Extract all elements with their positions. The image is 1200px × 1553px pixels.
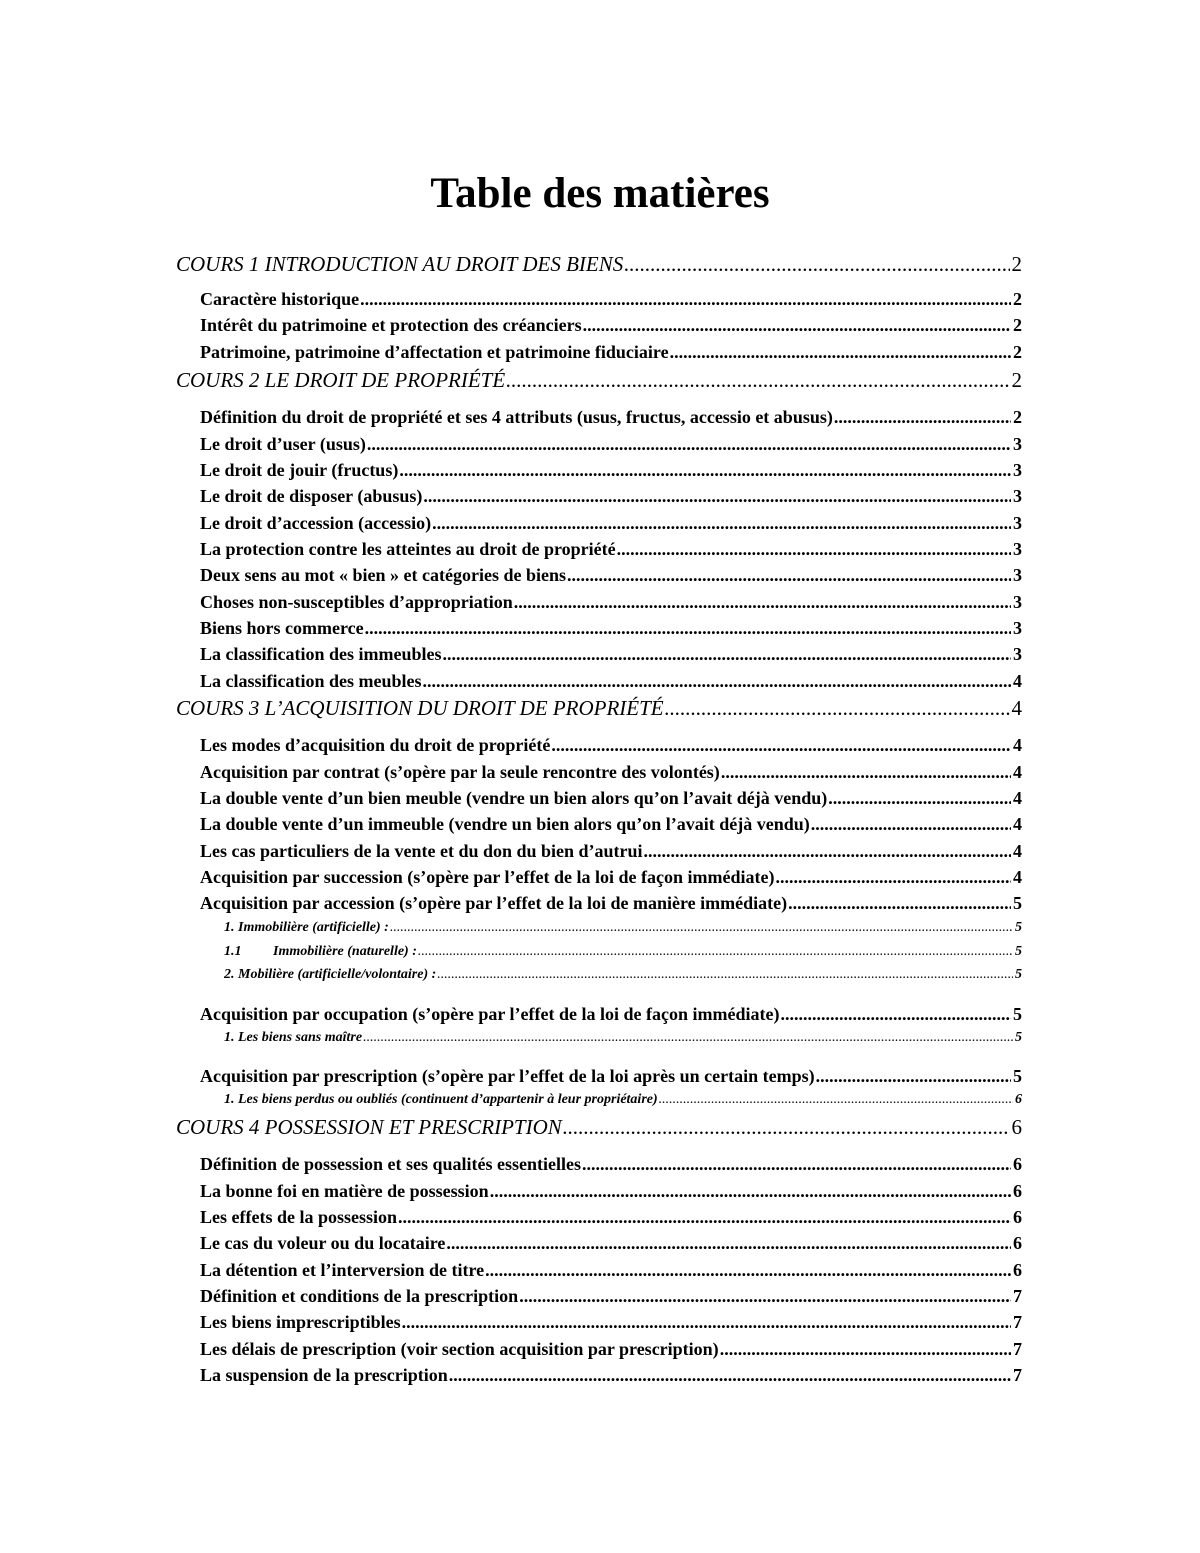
toc-entry-label: COURS 4 POSSESSION ET PRESCRIPTION bbox=[176, 1115, 562, 1139]
toc-entry-label: Les délais de prescription (voir section acquisition par prescription) bbox=[200, 1339, 719, 1359]
toc-leader-dots bbox=[811, 812, 1011, 836]
toc-leader-dots bbox=[423, 484, 1011, 508]
toc-leader-dots bbox=[443, 642, 1012, 666]
toc-leader-dots bbox=[485, 1258, 1011, 1282]
toc-entry-label: La suspension de la prescription bbox=[200, 1365, 448, 1385]
toc-page-number: 6 bbox=[1013, 1207, 1022, 1227]
toc-entry-label: Acquisition par contrat (s’opère par la seule rencontre des volontés) bbox=[200, 762, 720, 782]
toc-leader-dots bbox=[367, 432, 1011, 456]
toc-leader-dots bbox=[563, 1113, 1010, 1141]
toc-page-number: 6 bbox=[1013, 1260, 1022, 1280]
toc-entry-label: Caractère historique bbox=[200, 289, 360, 309]
toc-leader-dots bbox=[402, 1310, 1011, 1334]
toc-entry-label: Le droit de jouir (fructus) bbox=[200, 460, 399, 480]
toc-entry-label: Biens hors commerce bbox=[200, 618, 364, 638]
toc-entry-level2[interactable] bbox=[200, 839, 1022, 863]
toc-entry-level2[interactable] bbox=[200, 1258, 1022, 1282]
toc-entry-level1[interactable] bbox=[176, 366, 1022, 394]
toc-entry-level3[interactable] bbox=[224, 942, 1022, 962]
toc-page-number: 2 bbox=[1011, 368, 1022, 392]
toc-entry-label: Acquisition par prescription (s’opère par l’effet de la loi après un certain temps) bbox=[200, 1066, 815, 1086]
toc-entry-label: La double vente d’un bien meuble (vendre un bien alors qu’on l’avait déjà vendu) bbox=[200, 788, 828, 808]
toc-page-number: 2 bbox=[1013, 407, 1022, 427]
toc-entry-level2[interactable] bbox=[200, 812, 1022, 836]
toc-entry-level2[interactable] bbox=[200, 484, 1022, 508]
toc-entry-level2[interactable] bbox=[200, 786, 1022, 810]
toc-entry-level2[interactable] bbox=[200, 1064, 1022, 1088]
toc-entry-label: COURS 1 INTRODUCTION AU DROIT DES BIENS bbox=[176, 252, 624, 276]
toc-leader-dots bbox=[720, 1337, 1011, 1361]
toc-entry-label: La classification des immeubles bbox=[200, 644, 442, 664]
toc-entry-label: 2. Mobilière (artificielle/volontaire) : bbox=[224, 967, 437, 982]
toc-leader-dots bbox=[583, 313, 1011, 337]
toc-entry-level1[interactable] bbox=[176, 250, 1022, 278]
toc-page-number: 4 bbox=[1011, 696, 1022, 720]
toc-entry-level2[interactable] bbox=[200, 1310, 1022, 1334]
toc-leader-dots bbox=[659, 1090, 1013, 1110]
toc-entry-label: Patrimoine, patrimoine d’affectation et patrimoine fiduciaire bbox=[200, 342, 669, 362]
toc-entry-level2[interactable] bbox=[200, 590, 1022, 614]
toc-entry-level2[interactable] bbox=[200, 669, 1022, 693]
toc-leader-dots bbox=[617, 537, 1011, 561]
toc-page-number: 5 bbox=[1013, 893, 1022, 913]
toc-page-number: 3 bbox=[1013, 460, 1022, 480]
toc-entry-label: La détention et l’interversion de titre bbox=[200, 1260, 485, 1280]
toc-entry-label: Le droit d’user (usus) bbox=[200, 434, 366, 454]
toc-entry-label: 1. Les biens perdus ou oubliés (continuent d’appartenir à leur propriétaire) bbox=[224, 1092, 658, 1107]
toc-leader-dots bbox=[644, 839, 1011, 863]
toc-entry-label: Acquisition par occupation (s’opère par l’effet de la loi de façon immédiate) bbox=[200, 1004, 780, 1024]
toc-page-number: 4 bbox=[1013, 762, 1022, 782]
toc-page-number: 2 bbox=[1011, 252, 1022, 276]
toc-entry-label: Les effets de la possession bbox=[200, 1207, 397, 1227]
toc-page-number: 3 bbox=[1013, 618, 1022, 638]
toc-leader-dots bbox=[670, 340, 1011, 364]
toc-entry-level3[interactable] bbox=[224, 1090, 1022, 1110]
toc-leader-dots bbox=[582, 1152, 1011, 1176]
toc-entry-label: Choses non-susceptibles d’appropriation bbox=[200, 592, 513, 612]
toc-page-number: 3 bbox=[1013, 644, 1022, 664]
toc-leader-dots bbox=[390, 918, 1013, 938]
toc-leader-dots bbox=[363, 1028, 1013, 1048]
toc-entry-label: La double vente d’un immeuble (vendre un bien alors qu’on l’avait déjà vendu) bbox=[200, 814, 810, 834]
toc-entry-level2[interactable] bbox=[200, 616, 1022, 640]
toc-entry-level2[interactable] bbox=[200, 1002, 1022, 1026]
toc-leader-dots bbox=[432, 511, 1011, 535]
toc-entry-label: Les biens imprescriptibles bbox=[200, 1312, 401, 1332]
toc-entry-level3[interactable] bbox=[224, 1028, 1022, 1048]
toc-leader-dots bbox=[828, 786, 1011, 810]
toc-leader-dots bbox=[418, 942, 1013, 962]
toc-page-number: 4 bbox=[1013, 671, 1022, 691]
toc-entry-level2[interactable] bbox=[200, 1179, 1022, 1203]
toc-entry-level2[interactable] bbox=[200, 760, 1022, 784]
toc-leader-dots bbox=[437, 965, 1013, 985]
toc-leader-dots bbox=[399, 458, 1011, 482]
toc-entry-label: Deux sens au mot « bien » et catégories de biens bbox=[200, 565, 566, 585]
toc-leader-dots bbox=[365, 616, 1011, 640]
toc-entry-level1[interactable] bbox=[176, 694, 1022, 722]
toc-leader-dots bbox=[567, 563, 1011, 587]
toc-leader-dots bbox=[506, 366, 1009, 394]
toc-page-number: 7 bbox=[1013, 1312, 1022, 1332]
toc-leader-dots bbox=[360, 287, 1011, 311]
toc-entry-level2[interactable] bbox=[200, 340, 1022, 364]
toc-page-number: 3 bbox=[1013, 565, 1022, 585]
toc-page-number: 4 bbox=[1013, 867, 1022, 887]
toc-entry-level2[interactable] bbox=[200, 432, 1022, 456]
toc-page-number: 2 bbox=[1013, 342, 1022, 362]
toc-page-number: 3 bbox=[1013, 513, 1022, 533]
toc-entry-label: Les modes d’acquisition du droit de propriété bbox=[200, 735, 551, 755]
toc-page-number: 4 bbox=[1013, 814, 1022, 834]
toc-entry-level2[interactable] bbox=[200, 642, 1022, 666]
toc-entry-level2[interactable] bbox=[200, 865, 1022, 889]
toc-page-number: 3 bbox=[1013, 539, 1022, 559]
toc-leader-dots bbox=[514, 590, 1011, 614]
toc-entry-label: La classification des meubles bbox=[200, 671, 422, 691]
toc-page-number: 5 bbox=[1013, 1004, 1022, 1024]
toc-entry-label: Les cas particuliers de la vente et du don du bien d’autrui bbox=[200, 841, 643, 861]
toc-page-number: 7 bbox=[1013, 1286, 1022, 1306]
toc-leader-dots bbox=[816, 1064, 1011, 1088]
toc-leader-dots bbox=[624, 250, 1009, 278]
toc-entry-level3[interactable] bbox=[224, 965, 1022, 985]
toc-page-number: 2 bbox=[1013, 289, 1022, 309]
toc-entry-label: Définition du droit de propriété et ses 4 attributs (usus, fructus, accessio et abusus) bbox=[200, 407, 833, 427]
toc-leader-dots bbox=[519, 1284, 1011, 1308]
toc-entry-level3[interactable] bbox=[224, 918, 1022, 938]
toc-entry-level2[interactable] bbox=[200, 1231, 1022, 1255]
toc-page-number: 7 bbox=[1013, 1365, 1022, 1385]
toc-entry-label: Acquisition par succession (s’opère par l’effet de la loi de façon immédiate) bbox=[200, 867, 775, 887]
toc-entry-label: Le droit de disposer (abusus) bbox=[200, 486, 423, 506]
toc-entry-level2[interactable] bbox=[200, 537, 1022, 561]
toc-entry-level2[interactable] bbox=[200, 1363, 1022, 1387]
toc-page-number: 3 bbox=[1013, 434, 1022, 454]
toc-leader-dots bbox=[551, 733, 1011, 757]
toc-entry-label: Définition de possession et ses qualités essentielles bbox=[200, 1154, 582, 1174]
toc-page-number: 6 bbox=[1015, 1092, 1022, 1107]
toc-leader-dots bbox=[446, 1231, 1011, 1255]
toc-entry-label: Définition et conditions de la prescription bbox=[200, 1286, 519, 1306]
toc-page-number: 2 bbox=[1013, 315, 1022, 335]
toc-page-number: 6 bbox=[1013, 1233, 1022, 1253]
toc-leader-dots bbox=[775, 865, 1011, 889]
toc-page-number: 5 bbox=[1015, 920, 1022, 935]
toc-entry-level1[interactable] bbox=[176, 1113, 1022, 1141]
toc-entry-level2[interactable] bbox=[200, 733, 1022, 757]
toc-entry-label: 1.1 Immobilière (naturelle) : bbox=[224, 944, 417, 959]
toc-entry-level2[interactable] bbox=[200, 1152, 1022, 1176]
toc-entry-level2[interactable] bbox=[200, 458, 1022, 482]
toc-leader-dots bbox=[788, 891, 1011, 915]
toc-leader-dots bbox=[834, 405, 1011, 429]
toc-page-number: 6 bbox=[1013, 1181, 1022, 1201]
toc-entry-level2[interactable] bbox=[200, 1205, 1022, 1229]
toc-page-number: 4 bbox=[1013, 735, 1022, 755]
toc-entry-label: COURS 2 LE DROIT DE PROPRIÉTÉ bbox=[176, 368, 506, 392]
toc-leader-dots bbox=[490, 1179, 1011, 1203]
toc-entry-label: 1. Immobilière (artificielle) : bbox=[224, 920, 389, 935]
toc-leader-dots bbox=[423, 669, 1011, 693]
toc-entry-level2[interactable] bbox=[200, 1337, 1022, 1361]
toc-page-number: 4 bbox=[1013, 841, 1022, 861]
toc-leader-dots bbox=[665, 694, 1010, 722]
toc-leader-dots bbox=[780, 1002, 1011, 1026]
toc-page-number: 6 bbox=[1013, 1154, 1022, 1174]
toc-page-number: 5 bbox=[1015, 944, 1022, 959]
toc-entry-level2[interactable] bbox=[200, 891, 1022, 915]
toc-page-number: 6 bbox=[1011, 1115, 1022, 1139]
toc-entry-level2[interactable] bbox=[200, 511, 1022, 535]
toc-entry-level2[interactable] bbox=[200, 313, 1022, 337]
toc-page-number: 5 bbox=[1015, 1030, 1022, 1045]
page-title: Table des matières bbox=[430, 170, 770, 217]
toc-page-number: 3 bbox=[1013, 486, 1022, 506]
toc-page-number: 5 bbox=[1013, 1066, 1022, 1086]
toc-entry-label: Intérêt du patrimoine et protection des créanciers bbox=[200, 315, 582, 335]
toc-page-number: 7 bbox=[1013, 1339, 1022, 1359]
toc-entry-level2[interactable] bbox=[200, 563, 1022, 587]
toc-entry-label: Le droit d’accession (accessio) bbox=[200, 513, 432, 533]
toc-entry-label: 1. Les biens sans maître bbox=[224, 1030, 363, 1045]
toc-page-number: 3 bbox=[1013, 592, 1022, 612]
toc-entry-label: COURS 3 L’ACQUISITION DU DROIT DE PROPRIÉTÉ bbox=[176, 696, 664, 720]
toc-entry-level2[interactable] bbox=[200, 405, 1022, 429]
toc-page-number: 5 bbox=[1015, 967, 1022, 982]
toc-entry-label: Le cas du voleur ou du locataire bbox=[200, 1233, 446, 1253]
toc-entry-level2[interactable] bbox=[200, 287, 1022, 311]
toc-leader-dots bbox=[398, 1205, 1011, 1229]
toc-leader-dots bbox=[449, 1363, 1011, 1387]
toc-entry-label: La bonne foi en matière de possession bbox=[200, 1181, 489, 1201]
toc-page-number: 4 bbox=[1013, 788, 1022, 808]
toc-entry-label: Acquisition par accession (s’opère par l’effet de la loi de manière immédiate) bbox=[200, 893, 788, 913]
toc-entry-label: La protection contre les atteintes au droit de propriété bbox=[200, 539, 616, 559]
toc-entry-level2[interactable] bbox=[200, 1284, 1022, 1308]
toc-leader-dots bbox=[721, 760, 1011, 784]
